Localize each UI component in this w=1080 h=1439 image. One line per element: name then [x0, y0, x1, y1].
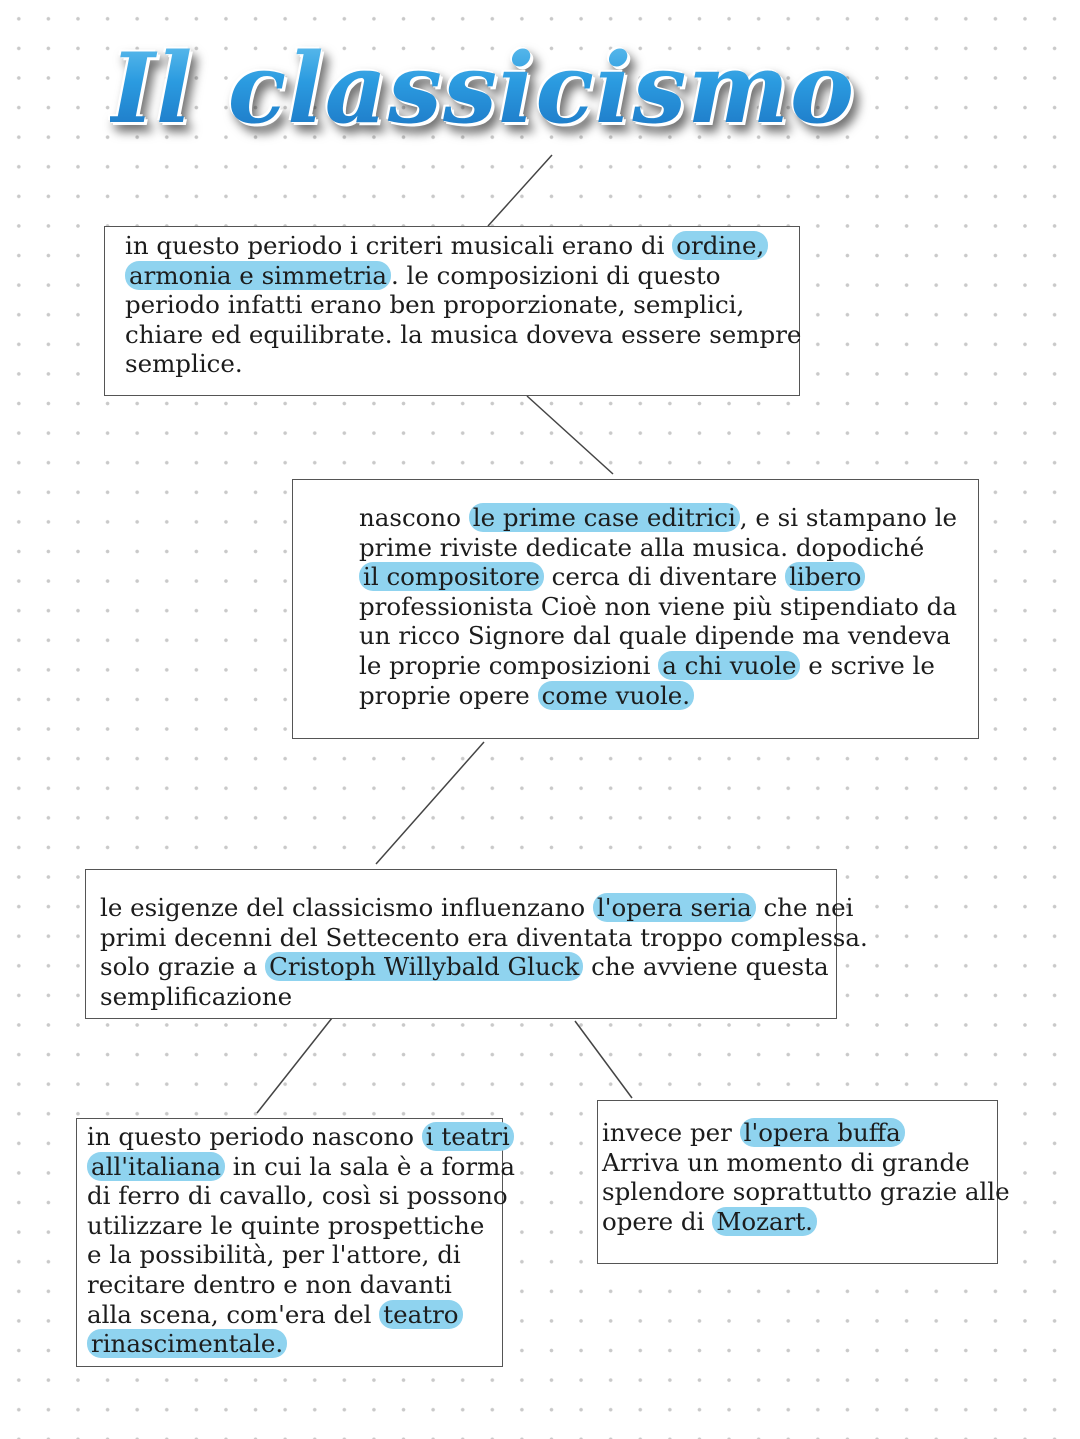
highlight: le prime case editrici [469, 503, 740, 532]
text-line [125, 261, 779, 291]
text-fragment: . le composizioni di questo [390, 260, 721, 290]
text-line: e la possibilità, per l'attore, di [87, 1240, 461, 1270]
text-line: semplice. [125, 349, 243, 379]
text-line [359, 651, 958, 681]
text-line: professionista Cioè non viene più stipendiato da [359, 591, 957, 621]
text-fragment: invece per [602, 1118, 732, 1147]
text-line [100, 952, 829, 982]
highlight: il compositore [359, 562, 544, 591]
text-line: prime riviste dedicate alla musica. dopodiché [359, 532, 925, 562]
text-line: chiare ed equilibrate. la musica doveva essere sempre [125, 319, 802, 349]
text-fragment: solo grazie a [100, 952, 258, 982]
text-fragment: che avviene questa [591, 952, 829, 982]
text-fragment: in questo periodo i criteri musicali erano di [125, 231, 665, 260]
text-fragment: che nei [763, 893, 854, 922]
text-line: periodo infatti erano ben proporzionate, semplici, [125, 290, 745, 320]
connector-box1-box2 [527, 396, 613, 474]
text-fragment: nascono [359, 503, 461, 532]
highlight: teatro [379, 1300, 462, 1329]
text-fragment: , e si stampano le [739, 503, 958, 532]
text-line: Arriva un momento di grande [602, 1147, 970, 1177]
page-title: Il classicismo [110, 14, 930, 164]
text-line [602, 1207, 993, 1237]
highlight: all'italiana [87, 1152, 225, 1181]
highlight: l'opera buffa [740, 1118, 905, 1147]
text-line [359, 562, 958, 592]
connector-box2-box3 [376, 742, 484, 864]
highlight: Cristoph Willybald Gluck [265, 952, 583, 981]
text-fragment: proprie opere [359, 680, 530, 710]
highlight: ordine, [672, 231, 768, 260]
text-line [359, 503, 958, 533]
text-line [87, 1151, 515, 1182]
box-classicism-criteria [104, 226, 800, 396]
box-opera-seria [85, 869, 868, 1019]
text-fragment: cerca di diventare [551, 562, 778, 592]
highlight: come vuole. [538, 681, 694, 710]
connector-box3-box4 [257, 1018, 332, 1113]
text-line [125, 231, 779, 261]
text-line: splendore soprattutto grazie alle [602, 1177, 1010, 1207]
text-line [87, 1329, 492, 1359]
text-line [87, 1122, 510, 1152]
text-fragment: e scrive le [808, 650, 935, 680]
text-fragment: le proprie composizioni [359, 650, 651, 680]
text-line [87, 1300, 492, 1330]
connector-box3-box5 [575, 1021, 632, 1098]
text-fragment: le esigenze del classicismo influenzano [100, 893, 586, 922]
highlight: a chi vuole [658, 651, 800, 680]
text-line [602, 1118, 993, 1148]
highlight: libero [785, 562, 865, 591]
connector-title-box1 [488, 155, 552, 226]
highlight: Mozart. [712, 1207, 817, 1236]
text-line: primi decenni del Settecento era diventata troppo complessa. [100, 922, 868, 952]
highlight: i teatri [422, 1122, 514, 1151]
text-fragment: opere di [602, 1206, 705, 1236]
text-fragment: alla scena, com'era del [87, 1299, 372, 1329]
text-line: un ricco Signore dal quale dipende ma vendeva [359, 621, 951, 651]
text-line [100, 893, 854, 923]
text-line: utilizzare le quinte prospettiche [87, 1210, 485, 1240]
text-line: semplificazione [100, 981, 293, 1011]
text-fragment: in questo periodo nascono [87, 1122, 414, 1151]
text-line: di ferro di cavallo, così si possono [87, 1181, 508, 1211]
box-italian-theatres [76, 1118, 515, 1367]
text-fragment: in cui la sala è a forma [232, 1151, 515, 1181]
box-opera-buffa [597, 1100, 1010, 1264]
text-line [359, 681, 958, 711]
box-publishers-composer [292, 479, 979, 739]
text-line: recitare dentro e non davanti [87, 1269, 452, 1299]
highlight: l'opera seria [593, 893, 756, 922]
highlight: armonia e simmetria [125, 261, 391, 290]
highlight: rinascimentale. [87, 1329, 287, 1358]
